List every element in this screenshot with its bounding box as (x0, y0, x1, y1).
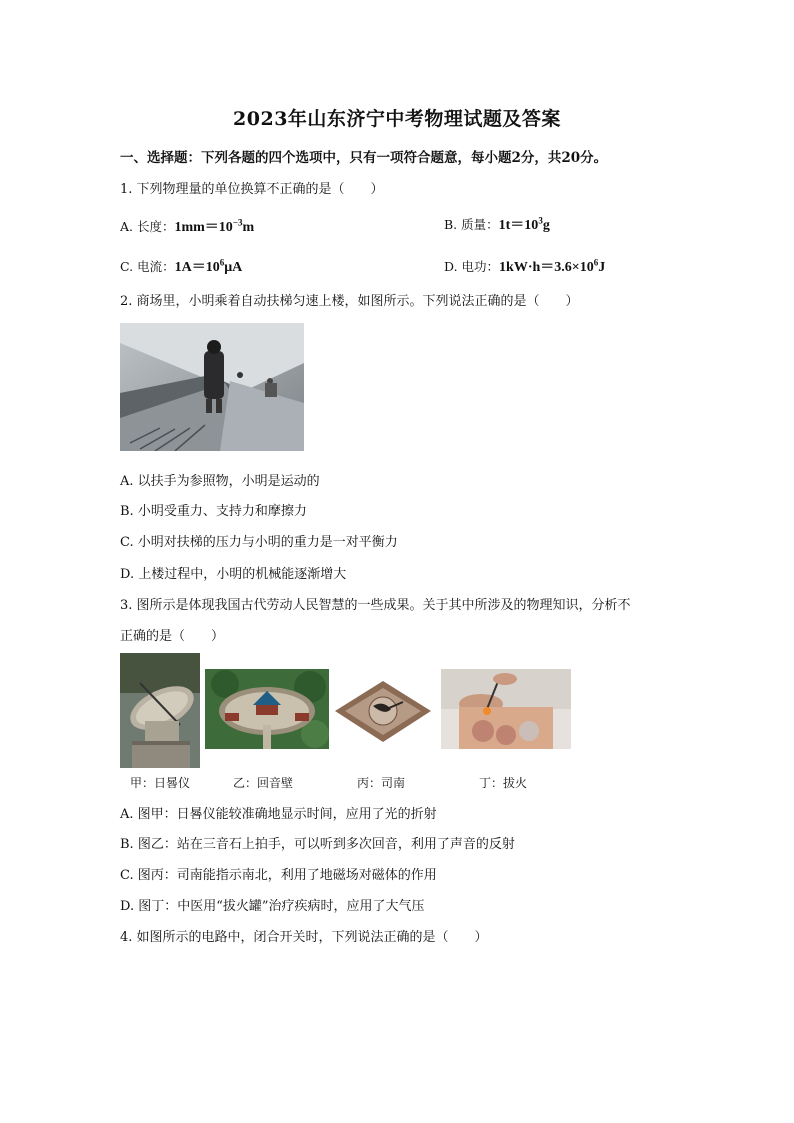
q1-b-formula (498, 215, 550, 233)
section-heading: 一、选择题：下列各题的四个选项中，只有一项符合题意，每小题2分，共20分。 (120, 150, 608, 166)
q1-c-unit: μA (224, 260, 243, 275)
q1-b-unit: g (542, 218, 550, 233)
q3-stem-line2: 正确的是（ ） (120, 629, 225, 644)
caption-bing: 丙：司南 (357, 776, 406, 790)
q1-d-base: 1kW·h＝3.6×10 (499, 260, 594, 275)
caption-ding: 丁：拔火 (479, 776, 528, 790)
q1-stem: 1. 下列物理量的单位换算不正确的是（ ） (120, 182, 384, 197)
q3-option-c: C. 图丙：司南能指示南北，利用了地磁场对磁体的作用 (120, 868, 437, 883)
echo-wall-photo (205, 669, 329, 749)
q1-b-base: 1t＝10 (498, 218, 539, 233)
q1-option-d (444, 256, 605, 276)
q1-option-b (444, 214, 550, 234)
caption-jia: 甲：日晷仪 (130, 776, 191, 790)
q1-a-unit: m (242, 220, 255, 235)
q3-option-a: A. 图甲：日晷仪能较准确地显示时间，应用了光的折射 (120, 807, 437, 822)
q2-option-c: C. 小明对扶梯的压力与小明的重力是一对平衡力 (120, 535, 398, 550)
q3-option-b: B. 图乙：站在三音石上拍手，可以听到多次回音，利用了声音的反射 (120, 837, 515, 852)
q3-stem-line1: 3. 图所示是体现我国古代劳动人民智慧的一些成果。关于其中所涉及的物理知识，分析不 (120, 598, 631, 613)
q1-c-label: C. 电流： (120, 259, 175, 274)
cupping-photo (441, 669, 571, 749)
q2-stem: 2. 商场里，小明乘着自动扶梯匀速上楼，如图所示。下列说法正确的是（ ） (120, 294, 579, 309)
q1-a-base: 1mm＝10 (174, 220, 233, 235)
q2-option-d: D. 上楼过程中，小明的机械能逐渐增大 (120, 567, 347, 582)
q1-d-unit: J (598, 260, 606, 275)
q1-d-formula (499, 257, 606, 275)
q1-option-c (120, 256, 242, 276)
q3-option-d: D. 图丁：中医用“拔火罐”治疗疾病时，应用了大气压 (120, 899, 425, 914)
q1-c-formula (174, 257, 243, 275)
compass-photo (333, 676, 433, 746)
caption-yi: 乙：回音壁 (233, 776, 294, 790)
q1-c-base: 1A＝10 (174, 260, 220, 275)
q2-option-a: A. 以扶手为参照物，小明是运动的 (120, 474, 320, 489)
q1-a-formula (174, 217, 255, 235)
sundial-photo (120, 653, 200, 768)
q1-b-label: B. 质量： (444, 217, 499, 232)
q1-a-label: A. 长度： (120, 219, 175, 234)
q1-d-exp: 6 (593, 257, 599, 268)
q1-b-exp: 3 (538, 215, 543, 226)
q1-c-exp: 6 (219, 257, 225, 268)
q2-option-b: B. 小明受重力、支持力和摩擦力 (120, 504, 307, 519)
q1-a-exp: −3 (232, 217, 243, 228)
page-title: 2023年山东济宁中考物理试题及答案 (233, 108, 561, 130)
q4-stem: 4. 如图所示的电路中，闭合开关时，下列说法正确的是（ ） (120, 930, 488, 945)
escalator-photo (120, 323, 304, 451)
q1-option-a (120, 216, 254, 236)
q1-d-label: D. 电功： (444, 259, 500, 274)
